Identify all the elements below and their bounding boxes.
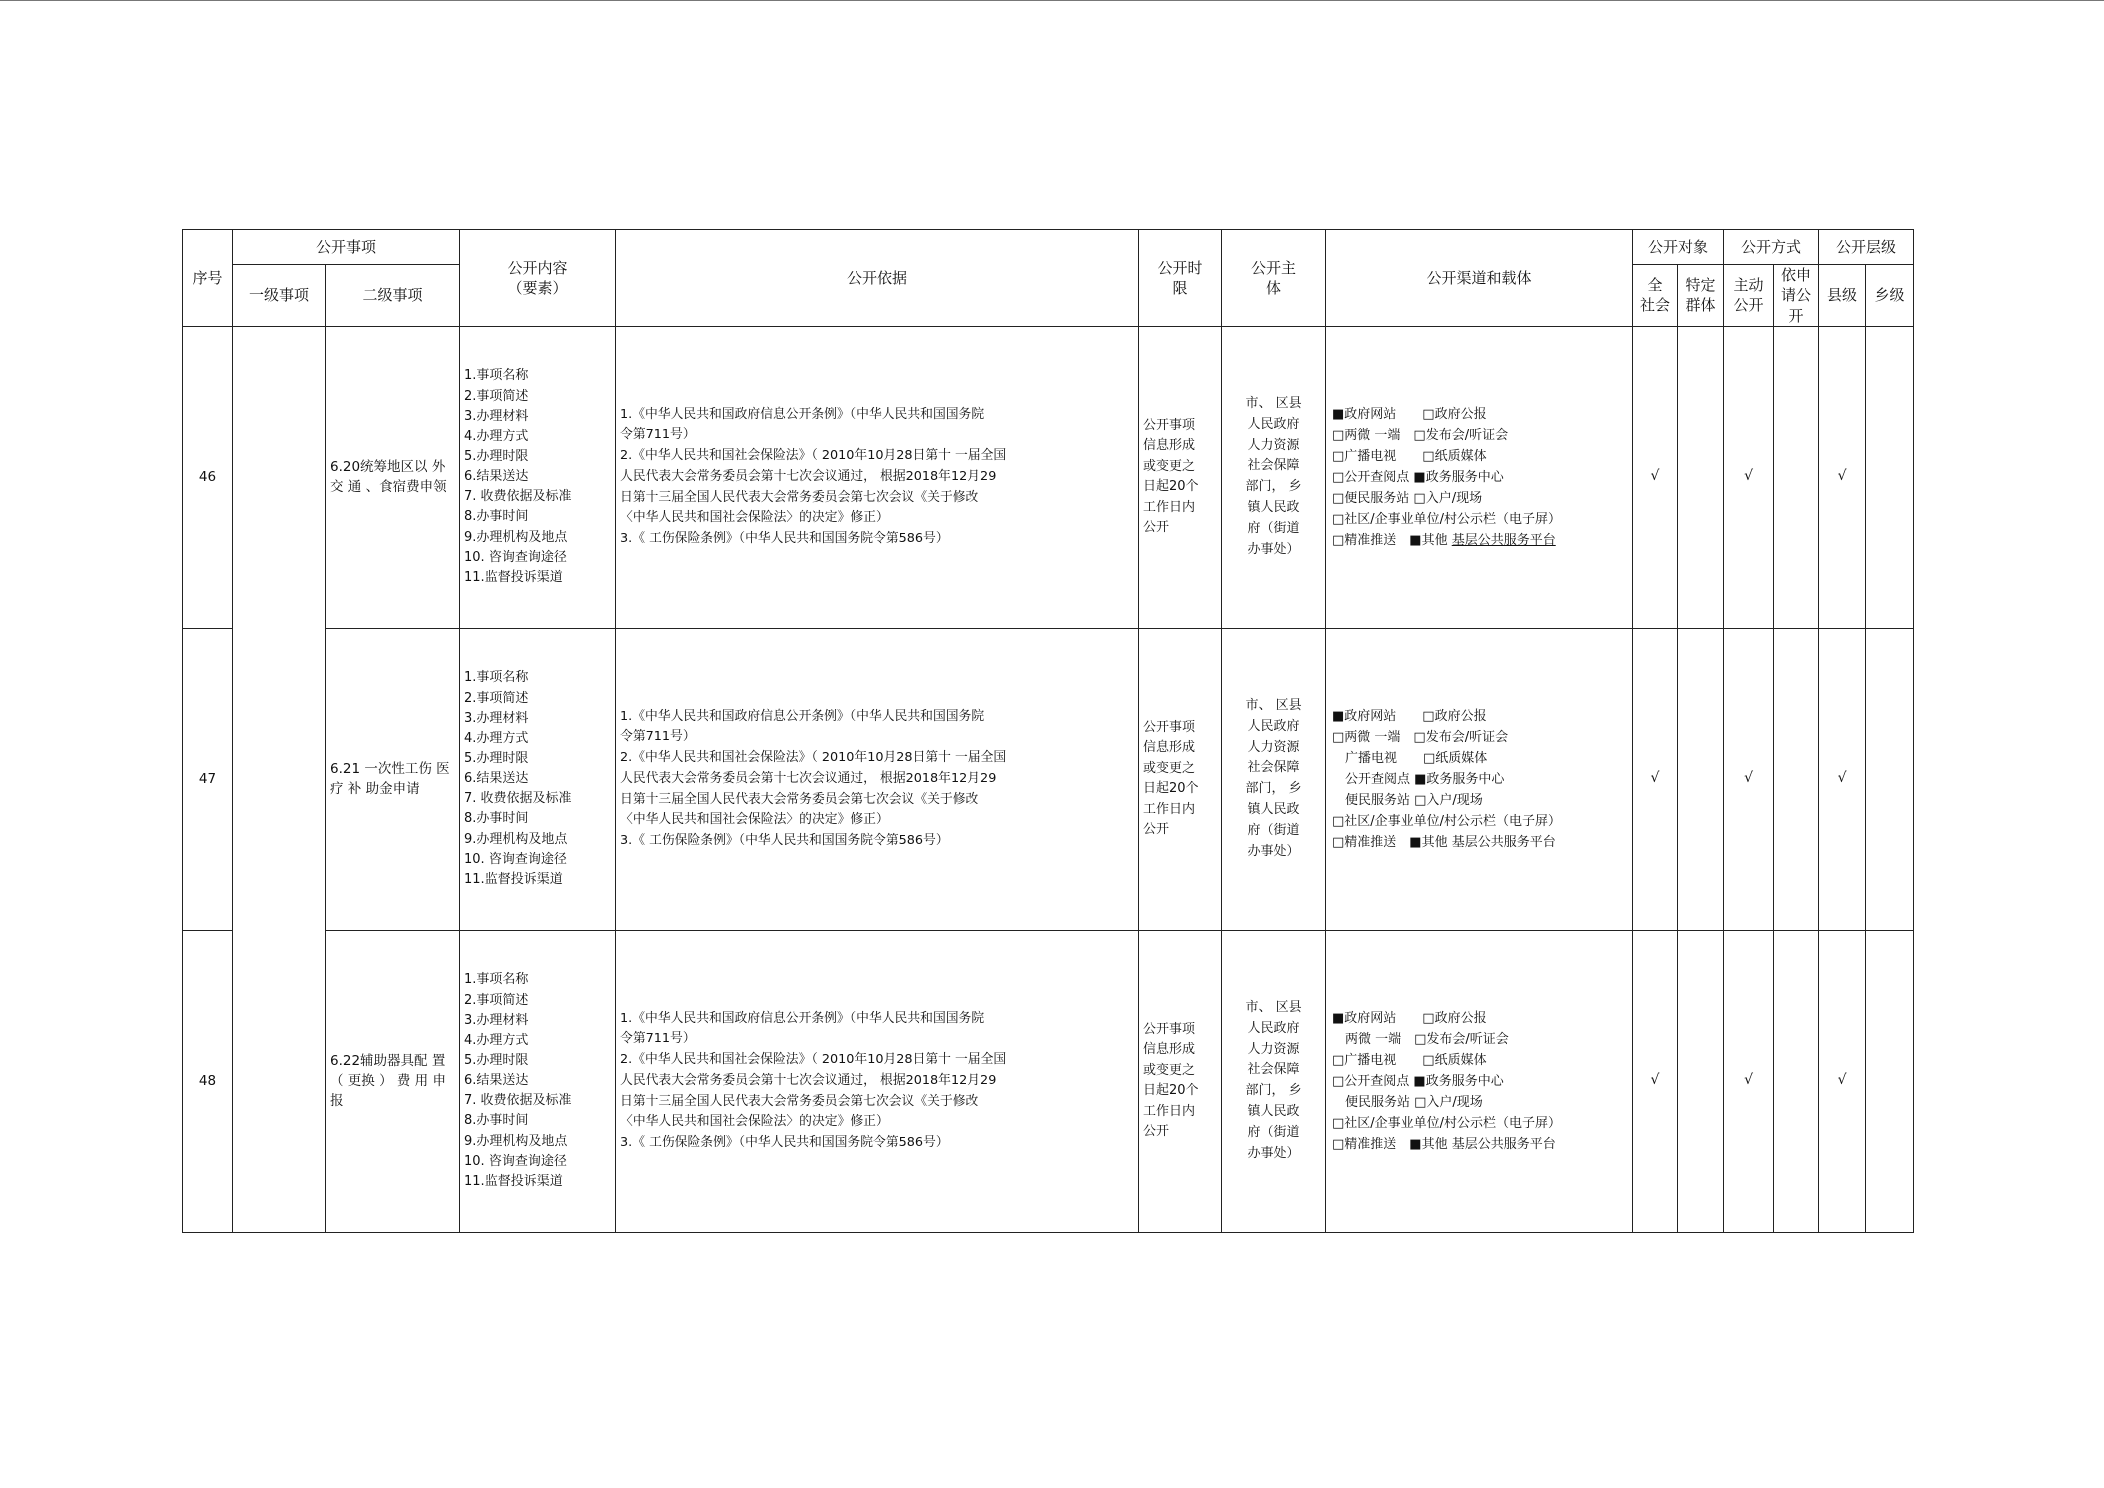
text-line: 人民代表大会常务委员会第十七次会议通过， 根据2018年12月29 <box>620 770 997 786</box>
header-method-request-text: 依申 请公 开 <box>1781 266 1812 325</box>
text-line: 工作日内 <box>1143 801 1196 817</box>
text-line: 11.监督投诉渠道 <box>464 1173 563 1189</box>
header-level2: 二级事项 <box>326 265 460 327</box>
text-line: 部门， 乡 <box>1245 1083 1302 1099</box>
text-line: 镇人民政 <box>1247 1104 1300 1120</box>
text-line: 7. 收费依据及标准 <box>464 791 572 807</box>
text-line: 日起20个 <box>1143 781 1199 797</box>
text-line: 人民政府 <box>1247 416 1300 432</box>
text-line: 〈中华人民共和国社会保险法〉的决定》修正） <box>620 812 889 828</box>
text-line: 9.办理机构及地点 <box>464 1133 568 1149</box>
check-method-active: √ <box>1724 326 1774 628</box>
text-line: 或变更之 <box>1143 1062 1196 1078</box>
text-line: 10. 咨询查询途径 <box>464 549 567 565</box>
check-level-town <box>1866 930 1914 1232</box>
text-line: 3.办理材料 <box>464 710 529 726</box>
row-item: 6.22辅助器具配 置 （ 更换 ） 费 用 申报 <box>326 930 460 1232</box>
text-line: 公开 <box>1143 822 1170 838</box>
text-line: 5.办理时限 <box>464 449 529 465</box>
text-line: 日第十三届全国人民代表大会常务委员会第七次会议《关于修改 <box>620 489 979 505</box>
text-line: 10. 咨询查询途径 <box>464 851 567 867</box>
text-line: 4.办理方式 <box>464 730 529 746</box>
row-time-limit <box>1139 628 1222 930</box>
header-target-all <box>1633 265 1678 327</box>
text-line: 公开事项 <box>1143 719 1196 735</box>
header-target-specific-text: 特定 群体 <box>1685 276 1716 315</box>
text-line: 工作日内 <box>1143 1103 1196 1119</box>
header-method-group: 公开方式 <box>1724 230 1819 265</box>
row-seq: 46 <box>183 326 233 628</box>
row-basis <box>616 930 1139 1232</box>
text-line: 4.办理方式 <box>464 1032 529 1048</box>
row-channels <box>1326 930 1633 1232</box>
text-line: 或变更之 <box>1143 760 1196 776</box>
text-line: 8.办事时间 <box>464 1113 529 1129</box>
header-target-specific <box>1678 265 1724 327</box>
text-line: 1.《中华人民共和国政府信息公开条例》（中华人民共和国国务院 <box>620 406 985 422</box>
text-line: 4.办理方式 <box>464 428 529 444</box>
row-time-limit <box>1139 326 1222 628</box>
text-line: 〈中华人民共和国社会保险法〉的决定》修正） <box>620 510 889 526</box>
text-line: 5.办理时限 <box>464 1053 529 1069</box>
check-level-town <box>1866 628 1914 930</box>
text-line: 8.办事时间 <box>464 811 529 827</box>
text-line: 令第711号） <box>620 729 696 745</box>
disclosure-table <box>182 229 1914 1233</box>
text-line: 2.《中华人民共和国社会保险法》（ 2010年10月28日第十 一届全国 <box>620 448 1007 464</box>
text-line: 镇人民政 <box>1247 802 1300 818</box>
text-line: 公开事项 <box>1143 1021 1196 1037</box>
header-level-county: 县级 <box>1819 265 1866 327</box>
text-line: 2.事项简述 <box>464 992 529 1008</box>
table-row <box>183 930 1914 1232</box>
check-target-all: √ <box>1633 326 1678 628</box>
text-line: 日第十三届全国人民代表大会常务委员会第七次会议《关于修改 <box>620 1093 979 1109</box>
header-level-group: 公开层级 <box>1819 230 1914 265</box>
header-method-request <box>1774 265 1819 327</box>
row-channels <box>1326 326 1633 628</box>
row-subject <box>1222 326 1326 628</box>
header-level1: 一级事项 <box>233 265 326 327</box>
text-line: 9.办理机构及地点 <box>464 831 568 847</box>
row-seq: 48 <box>183 930 233 1232</box>
channel-line: □两微 一端 □发布会/听证会 <box>1332 427 1509 443</box>
text-line: 10. 咨询查询途径 <box>464 1153 567 1169</box>
check-method-active: √ <box>1724 628 1774 930</box>
channel-line: □公开查阅点 ■政务服务中心 <box>1332 469 1504 485</box>
text-line: 信息形成 <box>1143 740 1196 756</box>
text-line: 3.办理材料 <box>464 1012 529 1028</box>
header-subject-text: 公开主 体 <box>1251 258 1297 297</box>
text-line: 1.事项名称 <box>464 368 529 384</box>
channel-line: □广播电视 □纸质媒体 <box>1332 1052 1487 1068</box>
channel-line: 公开查阅点 ■政务服务中心 <box>1332 771 1505 787</box>
header-seq: 序号 <box>183 230 233 327</box>
check-method-request <box>1774 326 1819 628</box>
text-line: 办事处） <box>1247 541 1300 557</box>
channel-line: □广播电视 □纸质媒体 <box>1332 448 1487 464</box>
header-target-all-text: 全 社会 <box>1640 276 1671 315</box>
row-item: 6.20统筹地区以 外 交 通 、食宿费申领 <box>326 326 460 628</box>
row-item: 6.21 一次性工伤 医 疗 补 助金申请 <box>326 628 460 930</box>
check-target-all: √ <box>1633 930 1678 1232</box>
text-line: 信息形成 <box>1143 1042 1196 1058</box>
text-line: 日起20个 <box>1143 1083 1199 1099</box>
channel-line: ■政府网站 □政府公报 <box>1332 1010 1487 1026</box>
check-method-active: √ <box>1724 930 1774 1232</box>
text-line: 人力资源 <box>1247 437 1300 453</box>
text-line: 3.《 工伤保险条例》（中华人民共和国国务院令第586号） <box>620 1135 949 1151</box>
channel-line: □精准推送 ■其他 基层公共服务平台 <box>1332 1136 1556 1152</box>
check-target-specific <box>1678 628 1724 930</box>
channel-line: □便民服务站 □入户/现场 <box>1332 490 1483 506</box>
text-line: 1.《中华人民共和国政府信息公开条例》（中华人民共和国国务院 <box>620 708 985 724</box>
channel-line: □社区/企事业单位/村公示栏（电子屏） <box>1332 511 1562 527</box>
text-line: 2.《中华人民共和国社会保险法》（ 2010年10月28日第十 一届全国 <box>620 1052 1007 1068</box>
header-time-limit-text: 公开时 限 <box>1157 258 1203 297</box>
channel-line: 广播电视 □纸质媒体 <box>1332 750 1488 766</box>
table-row <box>183 326 1914 628</box>
channel-line: ■政府网站 □政府公报 <box>1332 708 1487 724</box>
text-line: 府（街道 <box>1247 822 1300 838</box>
text-line: 令第711号） <box>620 427 696 443</box>
check-method-request <box>1774 628 1819 930</box>
text-line: 或变更之 <box>1143 458 1196 474</box>
level1-item-cell <box>233 326 326 1232</box>
text-line: 人民代表大会常务委员会第十七次会议通过， 根据2018年12月29 <box>620 468 997 484</box>
row-elements <box>460 930 616 1232</box>
text-line: 社会保障 <box>1247 458 1300 474</box>
header-content <box>460 230 616 327</box>
check-level-town <box>1866 326 1914 628</box>
check-target-specific <box>1678 326 1724 628</box>
page-top-border <box>0 0 2104 1</box>
channel-line: □社区/企事业单位/村公示栏（电子屏） <box>1332 1115 1562 1131</box>
text-line: 5.办理时限 <box>464 751 529 767</box>
header-channels: 公开渠道和载体 <box>1326 230 1633 327</box>
text-line: 1.事项名称 <box>464 972 529 988</box>
text-line: 市、 区县 <box>1245 1000 1302 1016</box>
text-line: 7. 收费依据及标准 <box>464 489 572 505</box>
channel-line: □两微 一端 □发布会/听证会 <box>1332 729 1509 745</box>
channel-line: 便民服务站 □入户/现场 <box>1332 792 1483 808</box>
text-line: 令第711号） <box>620 1031 696 1047</box>
channel-line: 便民服务站 □入户/现场 <box>1332 1094 1483 1110</box>
text-line: 日起20个 <box>1143 479 1199 495</box>
text-line: 6.结果送达 <box>464 469 529 485</box>
text-line: 市、 区县 <box>1245 698 1302 714</box>
header-time-limit <box>1139 230 1222 327</box>
text-line: 部门， 乡 <box>1245 781 1302 797</box>
header-row-top <box>183 230 1914 265</box>
channel-line: ■政府网站 □政府公报 <box>1332 406 1487 422</box>
row-basis <box>616 326 1139 628</box>
text-line: 市、 区县 <box>1245 396 1302 412</box>
row-time-limit <box>1139 930 1222 1232</box>
text-line: 11.监督投诉渠道 <box>464 871 563 887</box>
text-line: 7. 收费依据及标准 <box>464 1093 572 1109</box>
text-line: 3.《 工伤保险条例》（中华人民共和国国务院令第586号） <box>620 531 949 547</box>
text-line: 部门， 乡 <box>1245 479 1302 495</box>
table-row <box>183 628 1914 930</box>
channel-line: □精准推送 ■其他 基层公共服务平台 <box>1332 834 1556 850</box>
text-line: 人力资源 <box>1247 1041 1300 1057</box>
text-line: 府（街道 <box>1247 520 1300 536</box>
text-line: 〈中华人民共和国社会保险法〉的决定》修正） <box>620 1114 889 1130</box>
header-items-group: 公开事项 <box>233 230 460 265</box>
row-elements <box>460 326 616 628</box>
text-line: 镇人民政 <box>1247 500 1300 516</box>
check-target-all: √ <box>1633 628 1678 930</box>
header-basis: 公开依据 <box>616 230 1139 327</box>
text-line: 2.事项简述 <box>464 690 529 706</box>
text-line: 办事处） <box>1247 1145 1300 1161</box>
text-line: 公开事项 <box>1143 417 1196 433</box>
text-line: 1.事项名称 <box>464 670 529 686</box>
check-target-specific <box>1678 930 1724 1232</box>
channel-line: 两微 一端 □发布会/听证会 <box>1332 1031 1509 1047</box>
header-level-town: 乡级 <box>1866 265 1914 327</box>
text-line: 8.办事时间 <box>464 509 529 525</box>
text-line: 公开 <box>1143 1124 1170 1140</box>
text-line: 信息形成 <box>1143 438 1196 454</box>
check-level-county: √ <box>1819 326 1866 628</box>
row-subject <box>1222 628 1326 930</box>
text-line: 府（街道 <box>1247 1124 1300 1140</box>
row-channels <box>1326 628 1633 930</box>
channel-line: □社区/企事业单位/村公示栏（电子屏） <box>1332 813 1562 829</box>
header-content-text: 公开内容 （要素） <box>507 258 568 297</box>
row-seq: 47 <box>183 628 233 930</box>
text-line: 社会保障 <box>1247 760 1300 776</box>
channel-line: □公开查阅点 ■政务服务中心 <box>1332 1073 1504 1089</box>
text-line: 3.《 工伤保险条例》（中华人民共和国国务院令第586号） <box>620 833 949 849</box>
text-line: 2.《中华人民共和国社会保险法》（ 2010年10月28日第十 一届全国 <box>620 750 1007 766</box>
text-line: 办事处） <box>1247 843 1300 859</box>
underlined-text: 基层公共服务平台 <box>1451 532 1556 548</box>
header-method-active-text: 主动 公开 <box>1733 276 1764 315</box>
text-line: 工作日内 <box>1143 499 1196 515</box>
check-method-request <box>1774 930 1819 1232</box>
text-line: 2.事项简述 <box>464 388 529 404</box>
text-line: 日第十三届全国人民代表大会常务委员会第七次会议《关于修改 <box>620 791 979 807</box>
text-line: 人力资源 <box>1247 739 1300 755</box>
text-line: 9.办理机构及地点 <box>464 529 568 545</box>
header-target-group: 公开对象 <box>1633 230 1724 265</box>
text-line: 公开 <box>1143 520 1170 536</box>
check-level-county: √ <box>1819 628 1866 930</box>
header-method-active <box>1724 265 1774 327</box>
text-line: 人民政府 <box>1247 1020 1300 1036</box>
text-line: 3.办理材料 <box>464 408 529 424</box>
header-subject <box>1222 230 1326 327</box>
text-line: 人民政府 <box>1247 718 1300 734</box>
text-line: 6.结果送达 <box>464 1073 529 1089</box>
text-line: 人民代表大会常务委员会第十七次会议通过， 根据2018年12月29 <box>620 1072 997 1088</box>
check-level-county: √ <box>1819 930 1866 1232</box>
text-line: 社会保障 <box>1247 1062 1300 1078</box>
table-body <box>183 326 1914 1232</box>
text-line: 1.《中华人民共和国政府信息公开条例》（中华人民共和国国务院 <box>620 1010 985 1026</box>
text-line: 11.监督投诉渠道 <box>464 569 563 585</box>
row-elements <box>460 628 616 930</box>
row-basis <box>616 628 1139 930</box>
text-line: 6.结果送达 <box>464 771 529 787</box>
channel-line: □精准推送 ■其他 基层公共服务平台 <box>1332 532 1556 548</box>
row-subject <box>1222 930 1326 1232</box>
